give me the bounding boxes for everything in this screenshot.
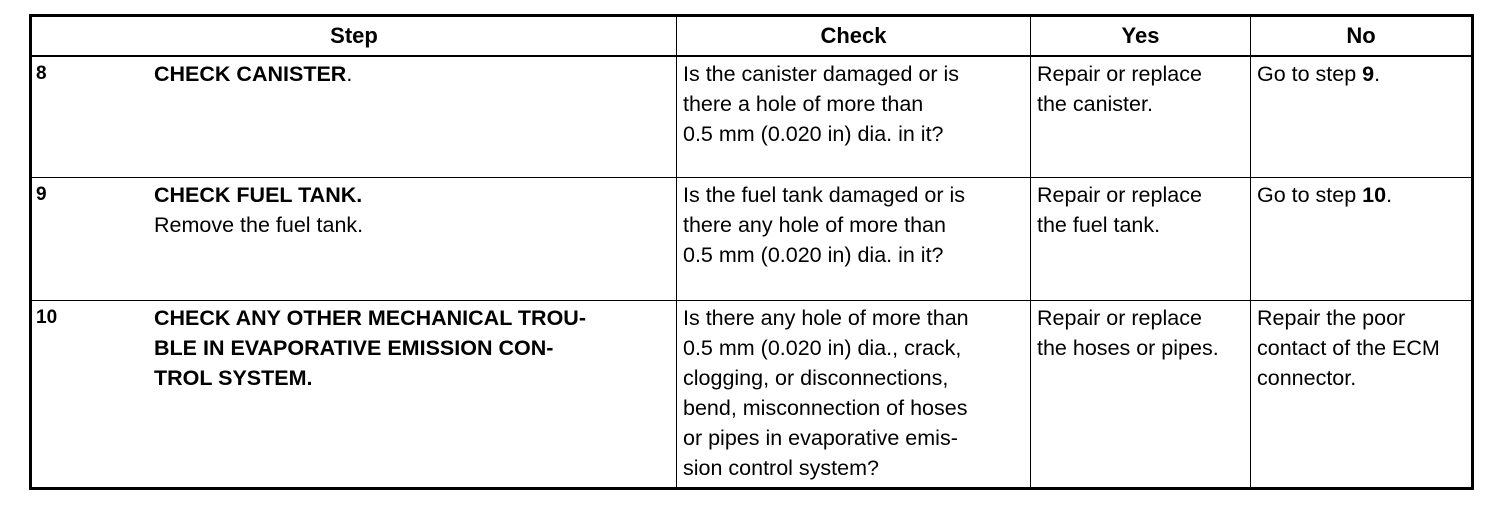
yes-cell <box>1031 301 1251 489</box>
no-text: Repair the poor contact of the ECM connector. <box>1257 306 1440 390</box>
table-row <box>31 56 1473 178</box>
step-title-text: CHECK CANISTER <box>154 62 347 86</box>
no-prefix: Go to step <box>1257 62 1363 86</box>
yes-cell <box>1031 178 1251 301</box>
step-cell <box>31 56 677 178</box>
check-cell <box>677 301 1031 489</box>
check-text: Is the fuel tank damaged or is there any hole of more than 0.5 mm (0.020 in) dia. in it? <box>683 183 966 267</box>
step-cell <box>31 178 677 301</box>
yes-cell <box>1031 56 1251 178</box>
check-cell <box>677 56 1031 178</box>
yes-text: Repair or replace the hoses or pipes. <box>1037 306 1219 360</box>
step-title-suffix: . <box>346 62 353 86</box>
step-number: 8 <box>36 63 47 84</box>
header-check: Check <box>677 16 1031 57</box>
no-suffix: . <box>1386 183 1393 207</box>
yes-text: Repair or replace the canister. <box>1037 62 1202 116</box>
no-cell <box>1251 301 1473 489</box>
diagnostic-table <box>29 14 1474 490</box>
header-yes: Yes <box>1031 16 1251 57</box>
no-prefix: Go to step <box>1257 183 1363 207</box>
header-step: Step <box>31 16 677 57</box>
no-cell <box>1251 56 1473 178</box>
header-no: No <box>1251 16 1473 57</box>
step-number: 9 <box>36 184 47 205</box>
yes-text: Repair or replace the fuel tank. <box>1037 183 1202 237</box>
step-number: 10 <box>36 307 58 328</box>
check-text: Is there any hole of more than 0.5 mm (0.020 in) dia., crack, clogging, or disconnections, bend, misconnection of hoses or pipes in evaporative emis- sion control system? <box>683 306 969 480</box>
step-title: CHECK ANY OTHER MECHANICAL TROU- BLE IN EVAPORATIVE EMISSION CON- TROL SYSTEM. <box>154 306 586 390</box>
no-suffix: . <box>1374 62 1381 86</box>
step-title <box>154 59 676 89</box>
step-cell <box>31 301 677 489</box>
check-text: Is the canister damaged or is there a hole of more than 0.5 mm (0.020 in) dia. in it? <box>683 62 960 146</box>
step-title: CHECK FUEL TANK. <box>154 183 363 207</box>
step-description: Remove the fuel tank. <box>154 213 364 237</box>
no-text <box>1251 57 1471 93</box>
no-cell <box>1251 178 1473 301</box>
no-text <box>1251 178 1471 214</box>
table-row <box>31 301 1473 489</box>
table-row <box>31 178 1473 301</box>
header-row <box>31 16 1473 57</box>
no-step-link: 10 <box>1362 183 1387 207</box>
check-cell <box>677 178 1031 301</box>
no-step-link: 9 <box>1362 62 1375 86</box>
